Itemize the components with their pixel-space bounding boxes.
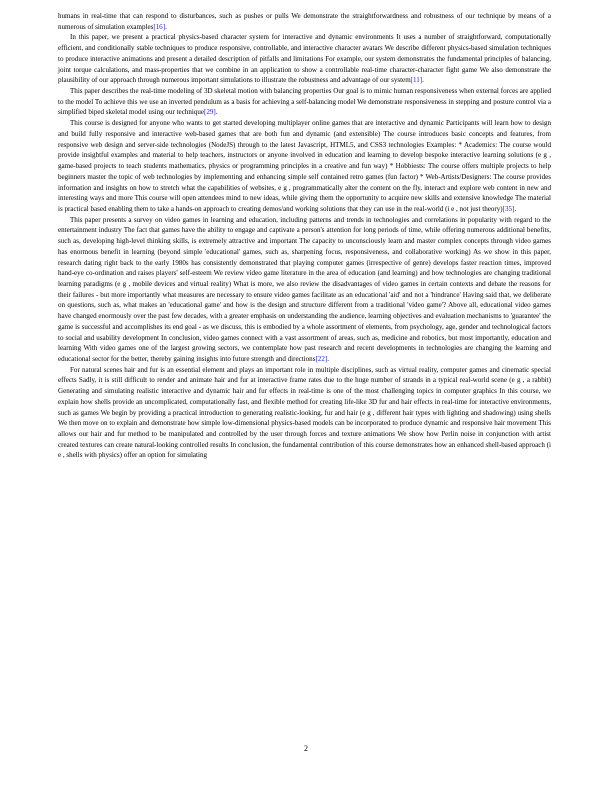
paragraph-1 bbox=[58, 11, 551, 32]
paragraph-5 bbox=[58, 215, 551, 365]
paragraph-1-tail: . bbox=[165, 22, 167, 31]
paragraph-4-tail: . bbox=[514, 204, 517, 213]
citation-link[interactable]: [29] bbox=[204, 108, 216, 117]
paragraph-2-text: In this paper, we present a practical physics-based character system for interactive and dynamic environments It uses a number of straightforward, computationally efficient, and conditionally stable techniques to produce responsive, controllable, and interactive character avatars We describe different physics-based simulation techniques to produce interactive animations and present a detailed description of pitfalls and limitations For example, our system demonstrates the fundamental principles of balancing, joint torque calculations, and mass-properties that we combine in an application to show a controllable real-time character-character fight game We also demonstrate the plausibility of our approach through numerous important simulations to illustrate the robustness and advantage of our system bbox=[58, 33, 551, 85]
paragraph-3 bbox=[58, 86, 551, 118]
paragraph-2 bbox=[58, 32, 551, 86]
paragraph-2-tail: . bbox=[422, 76, 424, 85]
paragraph-5-tail: . bbox=[327, 355, 329, 363]
paragraph-5-text: This paper presents a survey on video games in learning and education, including patterns and trends in technologies and correlations in popularity with regard to the entertainment industry The fact that games have the ability to engage and captivate a person's attention for long periods of time, while offering numerous additional benefits, such as, developing high-level thinking skills, is extremely attractive and important The capacity to unconsciously learn and master complex concepts through video games has enormous benefit in learning (beyond simple 'educational' games, such as, sharpening focus, responsiveness, and collaborative working) As we show in this paper, research dating right back to the early 1980s has consistently demonstrated that playing computer games (irrespective of genre) develops faster reaction times, improved hand-eye co-ordination and raises players' self-esteem We review video game literature in the area of education (and learning) and how technologies are changing traditional learning paradigms (e g , mobile devices and virtual reality) What is more, we also review the disadvantages of video games in certain contexts and debate the reasons for their failures - but more importantly what measures are necessary to ensure video games facilitate as an educational 'aid' and not a 'hindrance' Having said that, we deliberate on questions, such as, what makes an 'educational game' and how is the design and structure different from a traditional 'video game'? Above all, educational video games have changed enormously over the past few decades, with a greater emphasis on understanding the audience, learning objectives and evaluation mechanisms to 'guarantee' the game is successful and accomplishes its end goal - as we discuss, this is embodied by a whole assortment of elements, from psychology, age, gender and technological factors to social and usability development In conclusion, video games connect with a vast assortment of areas, such as, medicine and robotics, but most importantly, education and learning With video games one of the largest growing sectors, we contemplate how past research and recent developments in technologies are changing the learning and educational sector for the better, thereby gaining insights into future strength and directions bbox=[58, 215, 551, 363]
citation-link[interactable]: [22] bbox=[315, 355, 328, 363]
paragraph-6 bbox=[58, 365, 551, 461]
citation-link[interactable]: [11] bbox=[410, 76, 423, 85]
paragraph-3-tail: . bbox=[215, 108, 218, 117]
paragraph-4 bbox=[58, 118, 551, 214]
paragraph-4-text: This course is designed for anyone who wants to get started developing multiplayer online games that are interactive and dynamic Participants will learn how to design and build fully responsive and interactive web-based games that are both fun and dynamic (and extensible) The course introduces basic concepts and features, from responsive web design and server-side technologies (NodeJS) through to the latest Javascript, HTML5, and CSS3 technologies Examples: * Academics: The course would provide insightful examples and material to help teachers, instructors or anyone involved in education and learning to develop bespoke interactive learning solutions (e g , game-based projects to teach students mathematics, physics or programming principles in a creative and fun way) * Hobbiests: The course offers multiple projects to help beginners master the topic of web technologies by implementing and enhancing simple self contained retro games (fun factor) * Web-Artists/Designers: The course provides information and insights on how to stretch what the capabilities of websites, e g , programmatically alter the content on the fly, interact and explore web content in new and interesting ways and more This course will open attendees mind to new ideas, while giving them the opportunity to acquire new skills and extensive knowledge The material is practical based enabling them to take a hands-on approach to creating demos/and working solutions that they can use in the real-world (i e , not just theory) bbox=[58, 119, 551, 213]
paragraph-6-text: For natural scenes hair and fur is an essential element and plays an important role in multiple disciplines, such as virtual reality, computer games and cinematic special effects Sadly, it is still difficult to render and animate hair and fur at interactive frame rates due to the huge number of strands in a typical real-world scene (e g , a rabbit) Generating and simulating realistic interactive and dynamic hair and fur effects in real-time is one of the most challenging topics in computer graphics In this course, we explain how shells provide an uncomplicated, computationally fast, and flexible method for creating life-like 3D fur and hair effects in real-time for interactive environments, such as games We begin by providing a practical introduction to generating realistic-looking, fur and hair (e g , different hair types with lighting and shadowing) using shells We then move on to explain and demonstrate how simple low-dimensional physics-based models can be incorporated to produce dynamic and responsive hair movement This allows our hair and fur method to be manipulated and controlled by the user through forces and texture animations We show how Perlin noise in conjunction with artist created textures can create natural-looking controlled results In conclusion, the fundamental contribution of this course demonstrates how an enhanced shell-based approach (i e , shells with physics) offer an option for simulating bbox=[58, 365, 551, 460]
citation-link[interactable]: [16] bbox=[153, 22, 166, 31]
page-number: 2 bbox=[304, 744, 308, 753]
citation-link[interactable]: [35] bbox=[502, 204, 515, 213]
paper-body bbox=[58, 11, 551, 461]
paragraph-3-text: This paper describes the real-time modeling of 3D skeletal motion with balancing properties Our goal is to mimic human responsiveness when external forces are applied to the model To achieve this we use an inverted pendulum as a basis for achieving a self-balancing model We demonstrate responsiveness in stepping and posture control via a simplified biped skeletal model using our technique bbox=[58, 87, 551, 117]
paragraph-1-text: humans in real-time that can respond to disturbances, such as pushes or pulls We demonstrate the straightforwardness and robustness of our technique by means of a numerous of simulation examples bbox=[58, 12, 551, 31]
